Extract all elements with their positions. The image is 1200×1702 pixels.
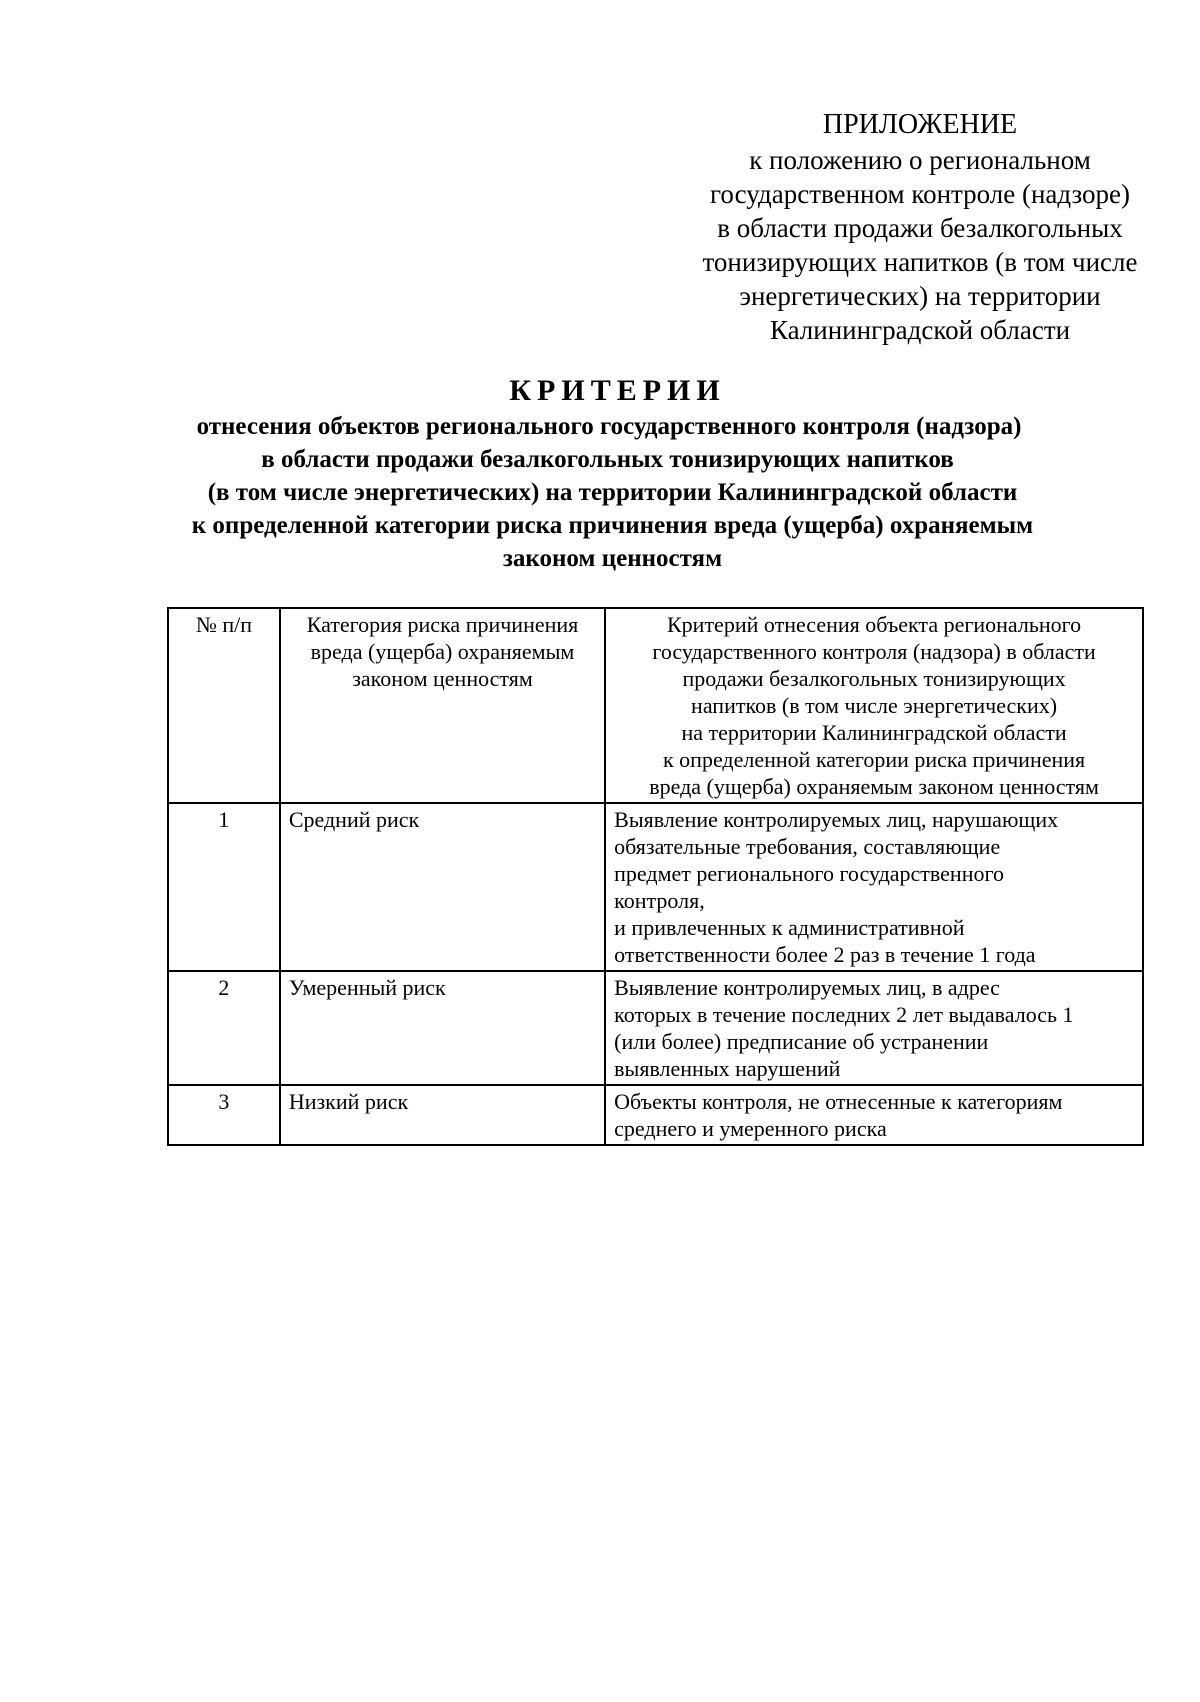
appendix-line: Калининградской области <box>769 315 1071 345</box>
criteria-subtitle-line: отнесения объектов регионального государственного контроля (надзора) <box>196 413 1022 440</box>
appendix-line: энергетических) на территории <box>739 281 1101 311</box>
criteria-title: КРИТЕРИИ <box>509 374 726 407</box>
cell-num: 3 <box>168 1085 280 1145</box>
appendix-block <box>660 108 1180 347</box>
table-row <box>168 803 1143 971</box>
header-num: № п/п <box>168 608 280 803</box>
cell-criterion: Выявление контролируемых лиц, нарушающих обязательные требования, составляющие предмет регионального государственного контроля, и привлеченных к административной ответственности более 2 раз в течение 1 года <box>605 803 1143 971</box>
cell-criterion: Выявление контролируемых лиц, в адрес которых в течение последних 2 лет выдавалось 1 (или более) предписание об устранении выявленных нарушений <box>605 971 1143 1085</box>
table-header-row <box>168 608 1143 803</box>
appendix-line: тонизирующих напитков (в том числе <box>702 247 1138 277</box>
cell-category: Средний риск <box>280 803 605 971</box>
criteria-heading <box>0 372 1200 575</box>
cell-criterion: Объекты контроля, не отнесенные к категориям среднего и умеренного риска <box>605 1085 1143 1145</box>
header-criterion: Критерий отнесения объекта регионального государственного контроля (надзора) в области продажи безалкогольных тонизирующих напитков (в том числе энергетических) на территории Калининградской области к определенной категории риска причинения вреда (ущерба) охраняемым законом ценностям <box>605 608 1143 803</box>
appendix-line: в области продажи безалкогольных <box>717 213 1123 243</box>
cell-category: Умеренный риск <box>280 971 605 1085</box>
table-row <box>168 1085 1143 1145</box>
header-category: Категория риска причинения вреда (ущерба) охраняемым законом ценностям <box>280 608 605 803</box>
table-row <box>168 971 1143 1085</box>
cell-category: Низкий риск <box>280 1085 605 1145</box>
risk-criteria-table <box>167 607 1144 1146</box>
criteria-subtitle-line: в области продажи безалкогольных тонизирующих напитков <box>261 446 954 473</box>
appendix-line: к положению о региональном <box>749 145 1091 175</box>
appendix-title: ПРИЛОЖЕНИЕ <box>822 109 1018 140</box>
cell-num: 2 <box>168 971 280 1085</box>
criteria-subtitle-line: законом ценностям <box>502 545 723 572</box>
cell-num: 1 <box>168 803 280 971</box>
criteria-subtitle-line: к определенной категории риска причинения вреда (ущерба) охраняемым <box>191 512 1034 539</box>
appendix-line: государственном контроле (надзоре) <box>710 179 1130 209</box>
criteria-subtitle-line: (в том числе энергетических) на территории Калининградской области <box>207 479 1018 506</box>
